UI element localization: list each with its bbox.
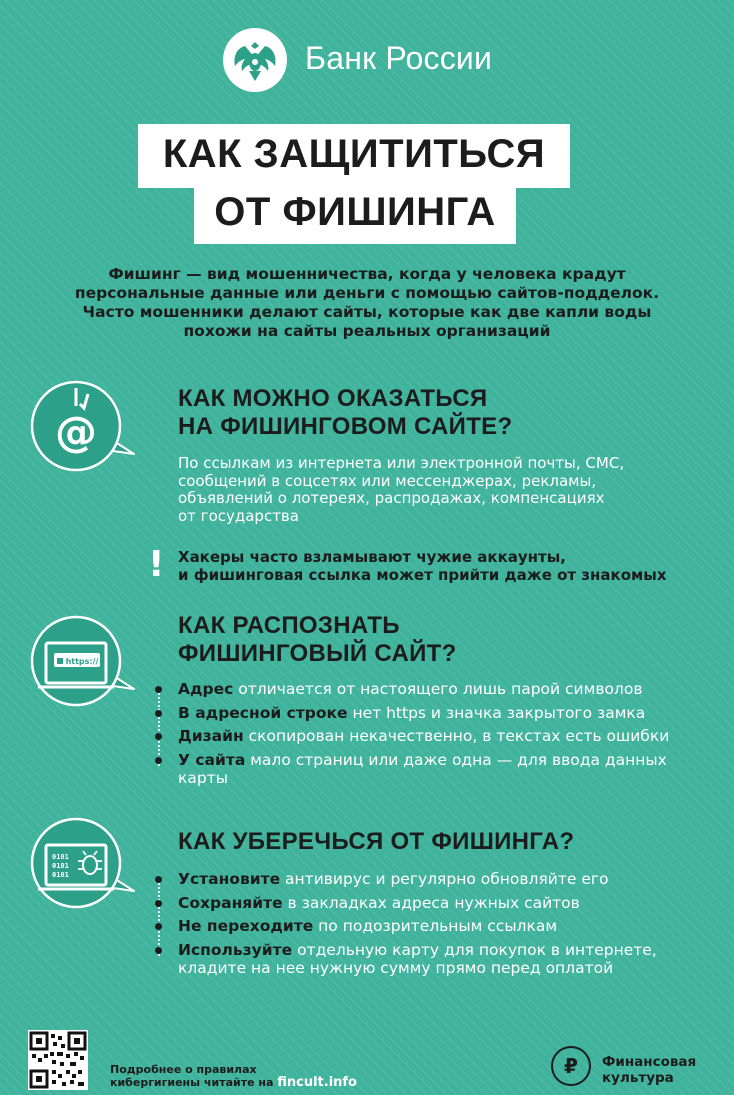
section2-title-line: КАК РАСПОЗНАТЬ (178, 612, 400, 639)
footer-line: Подробнее о правилах (110, 1063, 257, 1076)
financial-culture-logo (602, 1054, 696, 1086)
list-item: Адрес отличается от настоящего лишь парой символов (152, 680, 712, 699)
warning-icon: ! (148, 544, 165, 585)
list-item: Установите антивирус и регулярно обновляйте его (152, 870, 712, 889)
ruble-symbol: ₽ (564, 1054, 578, 1078)
title-box-line2 (194, 184, 516, 244)
binary-code-line: 0101 (52, 853, 69, 861)
list-item: Не переходите по подозрительным ссылкам (152, 917, 712, 936)
intro-line: похожи на сайты реальных организаций (183, 322, 551, 340)
bank-name: Банк России (305, 40, 493, 76)
qr-code-icon[interactable] (28, 1030, 88, 1090)
warning-line: Хакеры часто взламывают чужие аккаунты, (178, 548, 566, 566)
list-item: Используйте отдельную карту для покупок в интернете, кладите на нее нужную сумму прямо перед оплатой (152, 941, 688, 978)
bullet-dot (155, 757, 162, 764)
intro-line: Фишинг — вид мошенничества, когда у человека крадут (108, 265, 626, 283)
section1-text-line: сообщений в соцсетях или мессенджерах, рекламы, (178, 471, 597, 490)
section3-list (152, 870, 712, 983)
page-title-line1: КАК ЗАЩИТИТЬСЯ (162, 132, 546, 176)
fin-line: культура (602, 1070, 674, 1086)
warning-line: и фишинговая ссылка может прийти даже от знакомых (178, 566, 667, 584)
bullet-dot (155, 710, 162, 717)
footer-line: кибергигиены читайте на fincult.info (110, 1075, 357, 1090)
list-item: У сайта мало страниц или даже одна — для ввода данных карты (152, 751, 678, 788)
section1-text-line: от государства (178, 506, 299, 525)
list-item: В адресной строке нет https и значка закрытого замка (152, 704, 712, 723)
section1-text-line: объявлений о лотереях, распродажах, компенсациях (178, 489, 605, 507)
bullet-dot (155, 733, 162, 740)
bullet-dot (155, 947, 162, 954)
bank-logo (223, 28, 287, 92)
section2-title-line: ФИШИНГОВЫЙ САЙТ? (178, 640, 457, 667)
footer-text (110, 1063, 357, 1089)
section3-title: КАК УБЕРЕЧЬСЯ ОТ ФИШИНГА? (178, 828, 575, 855)
title-box-line1 (138, 124, 570, 188)
bullet-dot (155, 900, 162, 907)
bullet-dot (155, 923, 162, 930)
section2-list (152, 680, 712, 793)
binary-code-line: 0101 (52, 862, 69, 870)
binary-code-line: 0101 (52, 871, 69, 879)
fincult-link[interactable]: fincult.info (277, 1075, 357, 1090)
section2-title (178, 612, 457, 668)
intro-text (60, 265, 674, 341)
bullet-dot (155, 876, 162, 883)
intro-line: Часто мошенники делают сайты, которые как две капли воды (82, 303, 652, 321)
section1-title-line: НА ФИШИНГОВОМ САЙТЕ? (178, 413, 513, 440)
https-url-text: https:// (65, 657, 99, 666)
eagle-emblem-icon (223, 28, 287, 92)
section1-title-line: КАК МОЖНО ОКАЗАТЬСЯ (178, 385, 488, 412)
section1-warning (178, 548, 667, 584)
laptop-virus-icon (24, 817, 136, 909)
section1-text (178, 455, 698, 525)
at-sign: @ (55, 407, 97, 456)
list-item: Сохраняйте в закладках адреса нужных сайтов (152, 894, 712, 913)
phishing-hook-icon (24, 380, 136, 472)
section1-text-line: По ссылкам из интернета или электронной почты, СМС, (178, 454, 625, 472)
fin-line: Финансовая (602, 1054, 697, 1070)
page-title-line2: ОТ ФИШИНГА (214, 190, 496, 234)
section1-title (178, 385, 512, 441)
laptop-https-icon (24, 615, 136, 707)
intro-line: персональные данные или деньги с помощью сайтов-подделок. (74, 284, 660, 302)
bullet-dot (155, 686, 162, 693)
ruble-icon (551, 1046, 591, 1086)
list-item: Дизайн скопирован некачественно, в текстах есть ошибки (152, 727, 712, 746)
